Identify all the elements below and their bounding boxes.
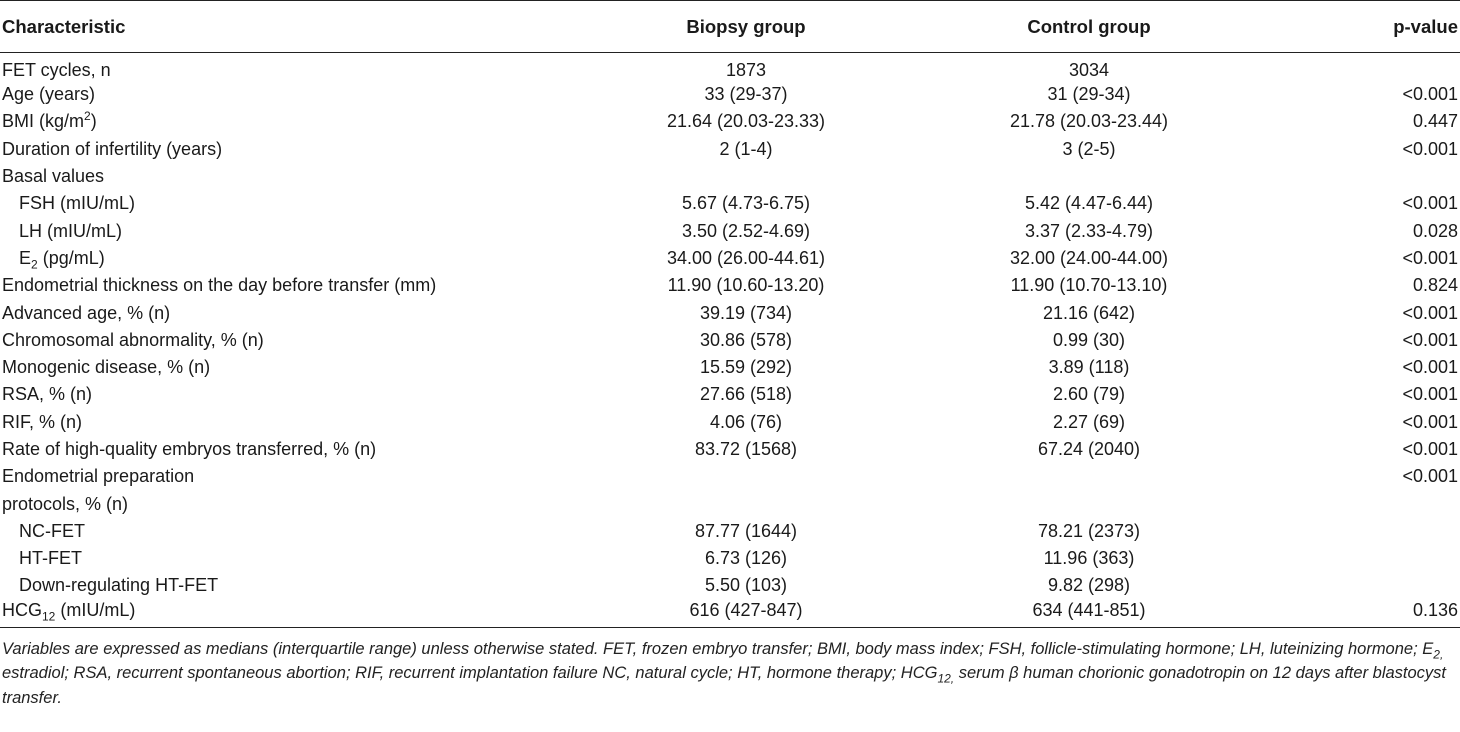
control-value xyxy=(890,463,1250,490)
biopsy-value: 2 (1-4) xyxy=(719,138,773,159)
control-value: 21.78 (20.03-23.44) xyxy=(1009,111,1169,132)
table-row xyxy=(0,81,1460,108)
table-row xyxy=(0,518,1460,545)
biopsy-value: 6.73 (126) xyxy=(704,548,788,569)
biopsy-value: 1873 xyxy=(725,60,767,80)
row-label: Endometrial preparation xyxy=(2,466,195,487)
label-suffix: (pg/mL) xyxy=(37,247,105,268)
p-value: <0.001 xyxy=(1402,247,1458,268)
row-label: FSH (mIU/mL) xyxy=(19,193,135,214)
p-value xyxy=(1250,53,1460,82)
header-control-group: Control group xyxy=(890,1,1250,53)
label-suffix: (mIU/mL) xyxy=(55,599,136,620)
row-label: Chromosomal abnormality, % (n) xyxy=(2,329,264,350)
row-label: protocols, % (n) xyxy=(2,493,129,514)
table-row xyxy=(0,108,1460,135)
control-value: 11.90 (10.70-13.10) xyxy=(1010,275,1168,296)
table-row xyxy=(0,53,1460,82)
row-label xyxy=(0,108,570,135)
p-value: 0.028 xyxy=(1412,220,1458,241)
label-text: BMI (kg/m xyxy=(2,111,85,132)
row-label xyxy=(0,600,570,628)
table-footnote xyxy=(0,637,1458,711)
biopsy-value: 21.64 (20.03-23.33) xyxy=(666,111,826,132)
p-value: <0.001 xyxy=(1402,302,1458,323)
biopsy-value: 33 (29-37) xyxy=(704,84,788,105)
control-value: 11.96 (363) xyxy=(1043,548,1135,569)
p-value xyxy=(1250,490,1460,517)
table-row xyxy=(0,136,1460,163)
table-row xyxy=(0,245,1460,272)
table-row xyxy=(0,163,1460,190)
header-p-value: p-value xyxy=(1250,1,1460,53)
table-row xyxy=(0,381,1460,408)
table-body xyxy=(0,53,1460,628)
table-row xyxy=(0,572,1460,599)
biopsy-value: 15.59 (292) xyxy=(699,357,793,378)
label-suffix: ) xyxy=(90,111,97,132)
table-header xyxy=(0,1,1460,53)
footnote-text: estradiol; RSA, recurrent spontaneous abortion; RIF, recurrent implantation failure NC, natural cycle; HT, hormone therapy; HCG xyxy=(2,664,938,683)
biopsy-value: 30.86 (578) xyxy=(699,329,793,350)
row-label: HT-FET xyxy=(19,548,82,569)
control-value: 2.27 (69) xyxy=(1052,411,1126,432)
table-row xyxy=(0,490,1460,517)
control-value: 31 (29-34) xyxy=(1047,84,1131,105)
control-value: 21.16 (642) xyxy=(1042,302,1136,323)
row-label: Endometrial thickness on the day before transfer (mm) xyxy=(2,275,437,296)
control-value: 78.21 (2373) xyxy=(1037,520,1141,541)
p-value: <0.001 xyxy=(1402,466,1458,487)
footnote-subscript: 2, xyxy=(1433,646,1444,661)
row-label: LH (mIU/mL) xyxy=(19,220,122,241)
table-row xyxy=(0,272,1460,299)
biopsy-value: 27.66 (518) xyxy=(699,384,793,405)
table-row xyxy=(0,354,1460,381)
footnote-subscript: 12, xyxy=(937,671,955,686)
biopsy-value xyxy=(570,463,890,490)
control-value: 67.24 (2040) xyxy=(1037,439,1141,459)
p-value: <0.001 xyxy=(1402,329,1458,350)
row-label: Monogenic disease, % (n) xyxy=(2,357,211,378)
row-label: Advanced age, % (n) xyxy=(2,302,171,323)
biopsy-value xyxy=(570,490,890,517)
p-value xyxy=(1250,545,1460,572)
biopsy-value: 616 (427-847) xyxy=(570,600,890,628)
footnote-text: serum β human chorionic gonadotropin on 12 days after blastocyst transfer. xyxy=(2,664,1447,707)
p-value xyxy=(1250,518,1460,545)
label-superscript: 2 xyxy=(84,109,91,124)
p-value: <0.001 xyxy=(1402,357,1458,378)
table-row xyxy=(0,545,1460,572)
label-subscript: 12 xyxy=(42,609,56,624)
row-label: RIF, % (n) xyxy=(2,411,83,432)
p-value: <0.001 xyxy=(1402,193,1458,214)
biopsy-value: 83.72 (1568) xyxy=(694,439,798,459)
p-value: <0.001 xyxy=(1402,84,1458,105)
control-value: 3034 xyxy=(1068,60,1110,80)
p-value: <0.001 xyxy=(1402,439,1458,459)
biopsy-value: 3.50 (2.52-4.69) xyxy=(681,220,811,241)
control-value: 32.00 (24.00-44.00) xyxy=(1009,247,1169,268)
label-text: E xyxy=(19,247,32,268)
table-row xyxy=(0,217,1460,244)
biopsy-value xyxy=(570,163,890,190)
control-value: 3 (2-5) xyxy=(1062,138,1116,159)
table-row xyxy=(0,463,1460,490)
control-value: 9.82 (298) xyxy=(1047,575,1131,596)
table-row xyxy=(0,409,1460,436)
table-row xyxy=(0,600,1460,628)
control-value: 634 (441-851) xyxy=(890,600,1250,628)
table-row xyxy=(0,299,1460,326)
label-subscript: 2 xyxy=(31,257,38,272)
row-label: RSA, % (n) xyxy=(2,384,93,405)
p-value xyxy=(1250,572,1460,599)
table-row xyxy=(0,190,1460,217)
row-label: Rate of high-quality embryos transferred, % (n) xyxy=(2,439,377,459)
control-value: 3.37 (2.33-4.79) xyxy=(1024,220,1154,241)
biopsy-value: 34.00 (26.00-44.61) xyxy=(666,247,826,268)
table-row xyxy=(0,436,1460,463)
biopsy-value: 39.19 (734) xyxy=(699,302,793,323)
p-value xyxy=(1250,163,1460,190)
p-value: <0.001 xyxy=(1402,411,1458,432)
row-label: NC-FET xyxy=(19,520,85,541)
p-value: 0.136 xyxy=(1250,600,1460,628)
header-biopsy-group: Biopsy group xyxy=(570,1,890,53)
biopsy-value: 5.50 (103) xyxy=(704,575,788,596)
control-value: 3.89 (118) xyxy=(1048,357,1130,378)
header-row xyxy=(0,1,1460,53)
row-label xyxy=(0,245,570,272)
p-value: 0.824 xyxy=(1412,275,1458,296)
p-value: <0.001 xyxy=(1402,138,1458,159)
control-value: 5.42 (4.47-6.44) xyxy=(1024,193,1154,214)
row-label: Duration of infertility (years) xyxy=(2,138,223,159)
control-value: 2.60 (79) xyxy=(1052,384,1126,405)
header-characteristic: Characteristic xyxy=(0,1,570,53)
control-value: 0.99 (30) xyxy=(1052,329,1126,350)
p-value: <0.001 xyxy=(1402,384,1458,405)
footnote-text: Variables are expressed as medians (interquartile range) unless otherwise stated. FET, frozen embryo transfer; BMI, body mass index; FSH, follicle-stimulating hormone; LH, luteinizing hormone; E xyxy=(2,639,1434,658)
label-text: HCG xyxy=(2,599,42,620)
row-label: Basal values xyxy=(2,166,105,187)
biopsy-value: 4.06 (76) xyxy=(709,411,783,432)
biopsy-value: 5.67 (4.73-6.75) xyxy=(681,193,811,214)
table-row xyxy=(0,327,1460,354)
p-value: 0.447 xyxy=(1412,111,1458,132)
row-label: Down-regulating HT-FET xyxy=(19,575,219,596)
biopsy-value: 11.90 (10.60-13.20) xyxy=(667,275,825,296)
row-label: FET cycles, n xyxy=(2,60,111,80)
biopsy-value: 87.77 (1644) xyxy=(694,520,798,541)
control-value xyxy=(890,490,1250,517)
control-value xyxy=(890,163,1250,190)
row-label: Age (years) xyxy=(2,84,96,105)
